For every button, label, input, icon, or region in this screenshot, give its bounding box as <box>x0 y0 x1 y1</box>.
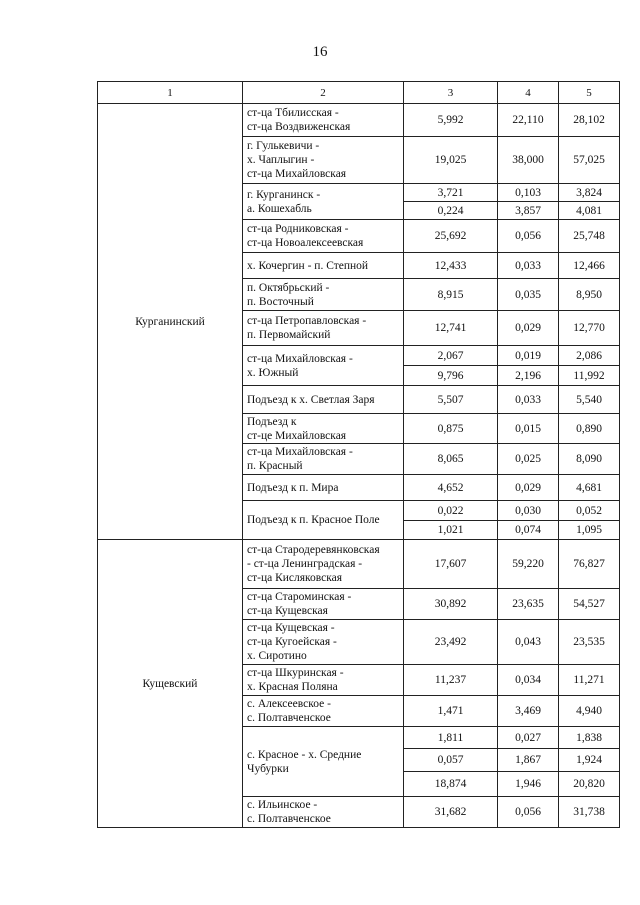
header-col-3: 3 <box>404 82 498 104</box>
route-line: Подъезд к п. Мира <box>247 481 339 494</box>
value-col-3: 8,915 <box>404 279 498 311</box>
route-cell <box>243 620 404 665</box>
value-col-4: 0,074 <box>498 521 559 540</box>
value-col-3: 9,796 <box>404 366 498 386</box>
route-line: ст-ца Петропавловская - <box>247 315 367 327</box>
value-col-4: 0,029 <box>498 311 559 346</box>
value-col-3: 0,224 <box>404 202 498 220</box>
route-line: п. Восточный <box>247 295 314 308</box>
route-line: - ст-ца Ленинградская - <box>247 558 363 570</box>
table-row <box>98 540 620 589</box>
route-cell <box>243 137 404 184</box>
route-line: х. Чаплыгин - <box>247 154 315 166</box>
value-col-5: 76,827 <box>559 540 620 589</box>
route-cell <box>243 279 404 311</box>
value-col-4: 0,029 <box>498 475 559 501</box>
value-col-4: 0,056 <box>498 220 559 253</box>
value-col-4: 0,033 <box>498 253 559 279</box>
route-line: Подъезд к п. Красное Поле <box>247 514 380 526</box>
route-line: ст-ца Михайловская - <box>247 446 353 458</box>
header-col-5: 5 <box>559 82 620 104</box>
route-cell <box>243 414 404 444</box>
value-col-4: 0,103 <box>498 184 559 202</box>
route-cell <box>243 311 404 346</box>
value-col-4: 3,469 <box>498 696 559 727</box>
value-col-5: 3,824 <box>559 184 620 202</box>
value-col-5: 11,992 <box>559 366 620 386</box>
route-line: с. Ильинское - <box>247 799 318 811</box>
route-line: г. Гулькевичи - <box>247 140 320 152</box>
value-col-5: 54,527 <box>559 589 620 620</box>
route-line: с. Полтавченское <box>247 712 331 724</box>
value-col-3: 30,892 <box>404 589 498 620</box>
value-col-3: 5,507 <box>404 386 498 414</box>
route-cell <box>243 253 404 279</box>
route-line: г. Курганинск - <box>247 188 321 201</box>
header-col-2: 2 <box>243 82 404 104</box>
route-line: ст-ца Шкуринская - <box>247 667 344 679</box>
route-cell <box>243 797 404 828</box>
value-col-3: 5,992 <box>404 104 498 137</box>
route-cell <box>243 184 404 220</box>
route-line: ст-ца Родниковская - <box>247 223 349 235</box>
value-col-5: 5,540 <box>559 386 620 414</box>
value-col-5: 4,081 <box>559 202 620 220</box>
route-line: х. Красная Поляна <box>247 681 338 693</box>
route-line: ст-ца Кугоейская - <box>247 636 337 648</box>
value-col-3: 8,065 <box>404 444 498 475</box>
route-cell <box>243 475 404 501</box>
value-col-4: 2,196 <box>498 366 559 386</box>
value-col-4: 0,035 <box>498 279 559 311</box>
page-number: 16 <box>312 44 328 60</box>
region-name: Кущевский <box>98 540 243 828</box>
value-col-4: 1,867 <box>498 749 559 772</box>
table-row <box>98 104 620 137</box>
route-cell <box>243 665 404 696</box>
table-body <box>98 104 620 828</box>
value-col-5: 4,940 <box>559 696 620 727</box>
value-col-3: 23,492 <box>404 620 498 665</box>
route-cell <box>243 386 404 414</box>
route-line: ст-ца Стародеревянковская <box>247 544 380 556</box>
header-col-4: 4 <box>498 82 559 104</box>
value-col-4: 0,015 <box>498 414 559 444</box>
route-line: Подъезд к х. Светлая Заря <box>247 393 375 406</box>
value-col-4: 0,019 <box>498 346 559 366</box>
route-line: ст-ца Михайловская <box>247 168 347 180</box>
value-col-4: 0,030 <box>498 501 559 521</box>
value-col-3: 0,875 <box>404 414 498 444</box>
header-col-1: 1 <box>98 82 243 104</box>
route-line: ст-ца Новоалексеевская <box>247 237 364 249</box>
value-col-4: 38,000 <box>498 137 559 184</box>
value-col-3: 19,025 <box>404 137 498 184</box>
value-col-5: 0,052 <box>559 501 620 521</box>
route-cell <box>243 540 404 589</box>
route-line: с. Красное - х. Средние <box>247 748 362 761</box>
route-line: Подъезд к <box>247 415 297 428</box>
route-line: ст-ца Тбилисская - <box>247 107 339 119</box>
value-col-3: 18,874 <box>404 772 498 797</box>
route-line: х. Сиротино <box>247 650 307 662</box>
route-line: Чубурки <box>247 762 289 775</box>
value-col-5: 28,102 <box>559 104 620 137</box>
value-col-5: 8,950 <box>559 279 620 311</box>
value-col-4: 0,027 <box>498 727 559 749</box>
value-col-5: 25,748 <box>559 220 620 253</box>
route-cell <box>243 346 404 386</box>
route-cell <box>243 696 404 727</box>
value-col-5: 11,271 <box>559 665 620 696</box>
value-col-3: 1,021 <box>404 521 498 540</box>
route-line: с. Полтавченское <box>247 813 331 825</box>
value-col-3: 1,811 <box>404 727 498 749</box>
value-col-3: 3,721 <box>404 184 498 202</box>
route-line: х. Кочергин - п. Степной <box>247 259 369 272</box>
value-col-4: 1,946 <box>498 772 559 797</box>
route-line: п. Первомайский <box>247 329 331 341</box>
value-col-3: 0,022 <box>404 501 498 521</box>
route-line: п. Красный <box>247 460 303 472</box>
road-length-table <box>97 81 620 828</box>
value-col-4: 22,110 <box>498 104 559 137</box>
value-col-3: 11,237 <box>404 665 498 696</box>
value-col-4: 0,056 <box>498 797 559 828</box>
value-col-5: 31,738 <box>559 797 620 828</box>
value-col-3: 25,692 <box>404 220 498 253</box>
route-cell <box>243 444 404 475</box>
route-cell <box>243 589 404 620</box>
route-line: ст-ца Кисляковская <box>247 572 343 584</box>
value-col-3: 0,057 <box>404 749 498 772</box>
route-cell <box>243 727 404 797</box>
value-col-5: 4,681 <box>559 475 620 501</box>
route-cell <box>243 104 404 137</box>
value-col-5: 12,770 <box>559 311 620 346</box>
value-col-3: 1,471 <box>404 696 498 727</box>
route-line: а. Кошехабль <box>247 202 312 215</box>
value-col-3: 17,607 <box>404 540 498 589</box>
value-col-4: 59,220 <box>498 540 559 589</box>
route-line: ст-ца Михайловская - <box>247 352 353 365</box>
value-col-5: 20,820 <box>559 772 620 797</box>
route-line: ст-це Михайловская <box>247 429 347 442</box>
region-name: Курганинский <box>98 104 243 540</box>
value-col-5: 12,466 <box>559 253 620 279</box>
value-col-5: 2,086 <box>559 346 620 366</box>
value-col-4: 0,033 <box>498 386 559 414</box>
value-col-5: 23,535 <box>559 620 620 665</box>
route-cell <box>243 501 404 540</box>
value-col-5: 1,095 <box>559 521 620 540</box>
value-col-3: 31,682 <box>404 797 498 828</box>
value-col-4: 0,043 <box>498 620 559 665</box>
value-col-5: 1,924 <box>559 749 620 772</box>
value-col-4: 3,857 <box>498 202 559 220</box>
value-col-3: 12,433 <box>404 253 498 279</box>
value-col-5: 1,838 <box>559 727 620 749</box>
value-col-3: 4,652 <box>404 475 498 501</box>
value-col-4: 23,635 <box>498 589 559 620</box>
route-line: х. Южный <box>247 366 299 379</box>
route-line: ст-ца Кущевская <box>247 605 328 617</box>
value-col-3: 2,067 <box>404 346 498 366</box>
route-line: ст-ца Воздвиженская <box>247 121 351 133</box>
route-line: п. Октябрьский - <box>247 281 330 294</box>
value-col-3: 12,741 <box>404 311 498 346</box>
route-line: ст-ца Староминская - <box>247 591 352 603</box>
value-col-4: 0,034 <box>498 665 559 696</box>
route-line: с. Алексеевское - <box>247 698 331 710</box>
route-cell <box>243 220 404 253</box>
value-col-4: 0,025 <box>498 444 559 475</box>
value-col-5: 8,090 <box>559 444 620 475</box>
value-col-5: 57,025 <box>559 137 620 184</box>
route-line: ст-ца Кущевская - <box>247 622 335 634</box>
value-col-5: 0,890 <box>559 414 620 444</box>
header-row <box>98 82 620 104</box>
